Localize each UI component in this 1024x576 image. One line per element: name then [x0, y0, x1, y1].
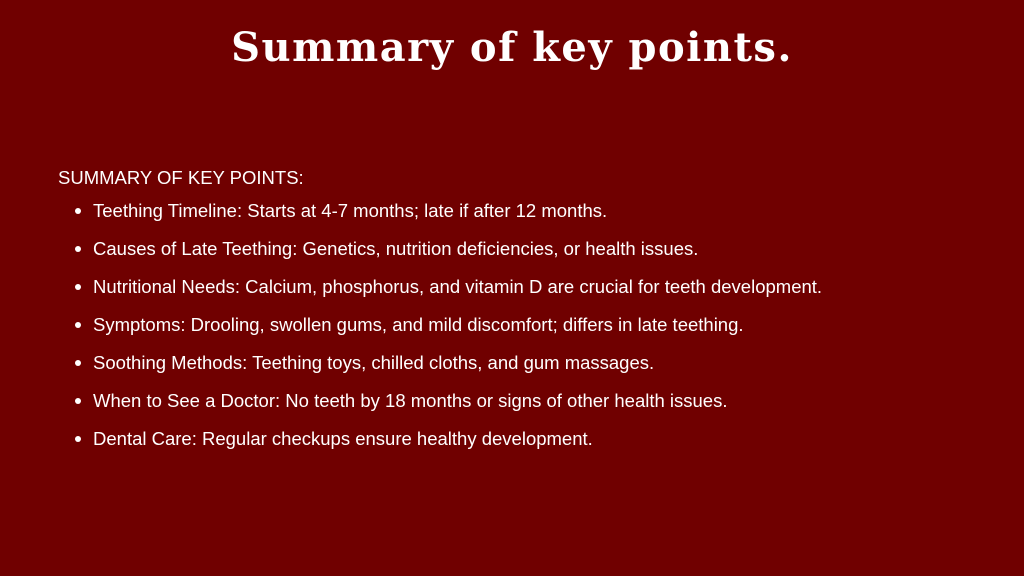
list-item: [58, 268, 998, 306]
list-item: [58, 382, 998, 420]
bullet-icon: [75, 322, 81, 328]
bullet-icon: [75, 398, 81, 404]
point-text: Soothing Methods: Teething toys, chilled cloths, and gum massages.: [93, 352, 655, 373]
bullet-icon: [75, 436, 81, 442]
summary-section: [58, 164, 998, 458]
bullet-icon: [75, 360, 81, 366]
summary-heading: SUMMARY OF KEY POINTS:: [58, 167, 304, 188]
point-text: Causes of Late Teething: Genetics, nutrition deficiencies, or health issues.: [93, 238, 699, 259]
list-item: [58, 306, 998, 344]
list-item: [58, 230, 998, 268]
list-item: [58, 192, 998, 230]
slide-title: Summary of key points.: [231, 24, 793, 71]
bullet-icon: [75, 246, 81, 252]
list-item: [58, 344, 998, 382]
point-text: When to See a Doctor: No teeth by 18 months or signs of other health issues.: [93, 390, 728, 411]
list-item: [58, 420, 998, 458]
point-text: Symptoms: Drooling, swollen gums, and mild discomfort; differs in late teething.: [93, 314, 744, 335]
bullet-icon: [75, 208, 81, 214]
point-text: Dental Care: Regular checkups ensure healthy development.: [93, 428, 593, 449]
summary-points-list: [58, 192, 998, 458]
point-text: Teething Timeline: Starts at 4-7 months; late if after 12 months.: [93, 200, 608, 221]
bullet-icon: [75, 284, 81, 290]
point-text: Nutritional Needs: Calcium, phosphorus, and vitamin D are crucial for teeth development.: [93, 276, 823, 297]
